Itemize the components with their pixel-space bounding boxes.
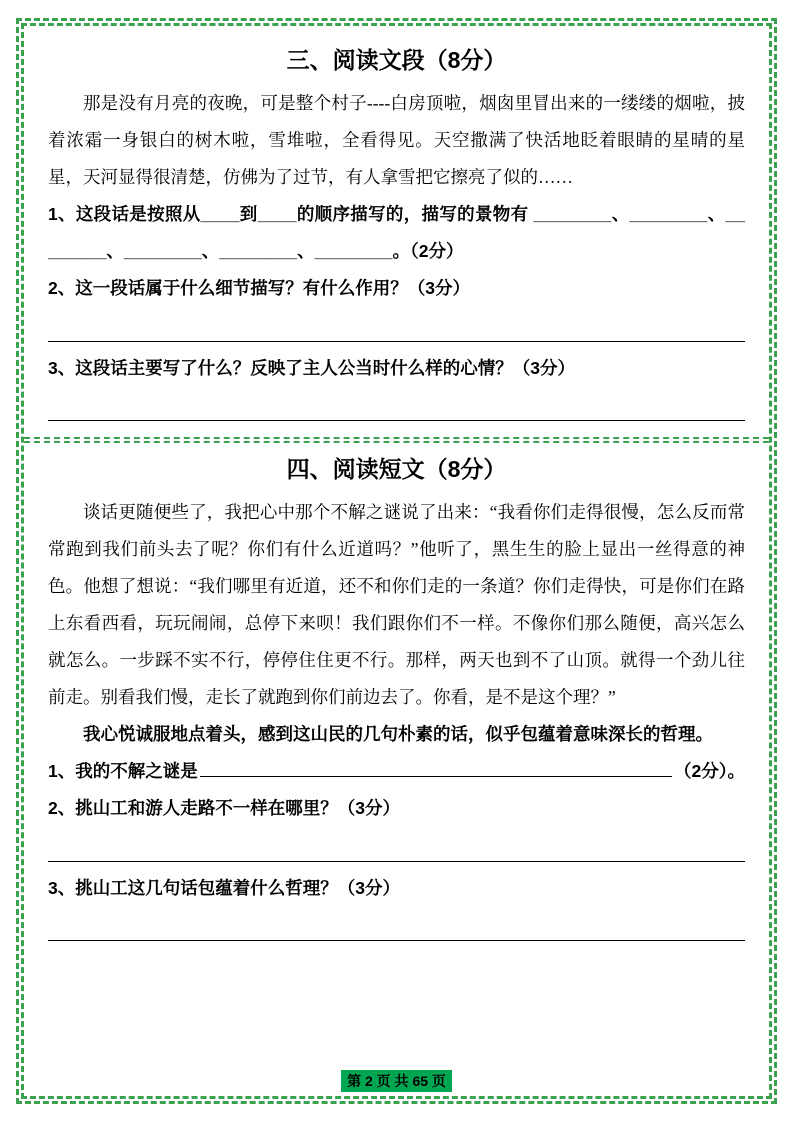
page-number: 第 2 页 共 65 页 <box>341 1070 452 1092</box>
section3-question1: 1、这段话是按照从____到____的顺序描写的，描写的景物有 ________、________、________、________、________、________。（2分） <box>48 204 745 262</box>
section-reading-passage <box>48 42 745 421</box>
answer-line <box>48 828 745 862</box>
fill-blank-line <box>200 775 672 777</box>
question1-label: 1、我的不解之谜是 <box>48 761 198 782</box>
section4-question3: 3、挑山工这几句话包蕴着什么哲理？（3分） <box>48 877 400 898</box>
answer-line <box>48 387 745 421</box>
question1-points: （2分）。 <box>674 761 745 782</box>
section-divider <box>24 437 769 443</box>
section4-passage2: 我心悦诚服地点着头，感到这山民的几句朴素的话，似乎包蕴着意味深长的哲理。 <box>83 724 713 745</box>
section3-passage: 那是没有月亮的夜晚，可是整个村子----白房顶啦，烟囱里冒出来的一缕缕的烟啦，披着浓霜一身银白的树木啦，雪堆啦，全看得见。天空撒满了快活地眨着眼睛的星晴的星星，天河显得很清楚，仿佛为了过节，有人拿雪把它擦亮了似的…… <box>48 93 745 188</box>
section3-title: 三、阅读文段（8分） <box>286 47 507 73</box>
page-border-inner <box>21 23 772 1099</box>
section4-question1 <box>48 753 745 790</box>
answer-line <box>48 308 745 342</box>
section-reading-short <box>48 451 745 941</box>
answer-line <box>48 907 745 941</box>
page-border-outer <box>16 18 777 1104</box>
section4-passage1: 谈话更随便些了，我把心中那个不解之谜说了出来：“我看你们走得很慢，怎么反而常常跑到我们前头去了呢？你们有什么近道吗？”他听了，黑生生的脸上显出一丝得意的神色。他想了想说：“我们哪里有近道，还不和你们走的一条道？你们走得快，可是你们在路上东看西看，玩玩闹闹，总停下来呗！我们跟你们不一样。不像你们那么随便，高兴怎么就怎么。一步踩不实不行，停停住住更不行。那样，两天也到不了山顶。就得一个劲儿往前走。别看我们慢，走长了就跑到你们前边去了。你看，是不是这个理？” <box>48 501 745 708</box>
section3-question3: 3、这段话主要写了什么？反映了主人公当时什么样的心情？（3分） <box>48 357 575 378</box>
section4-question2: 2、挑山工和游人走路不一样在哪里？（3分） <box>48 798 400 819</box>
page-footer <box>24 1070 769 1092</box>
section3-question2: 2、这一段话属于什么细节描写？有什么作用？（3分） <box>48 278 470 299</box>
section4-title: 四、阅读短文（8分） <box>286 455 507 482</box>
